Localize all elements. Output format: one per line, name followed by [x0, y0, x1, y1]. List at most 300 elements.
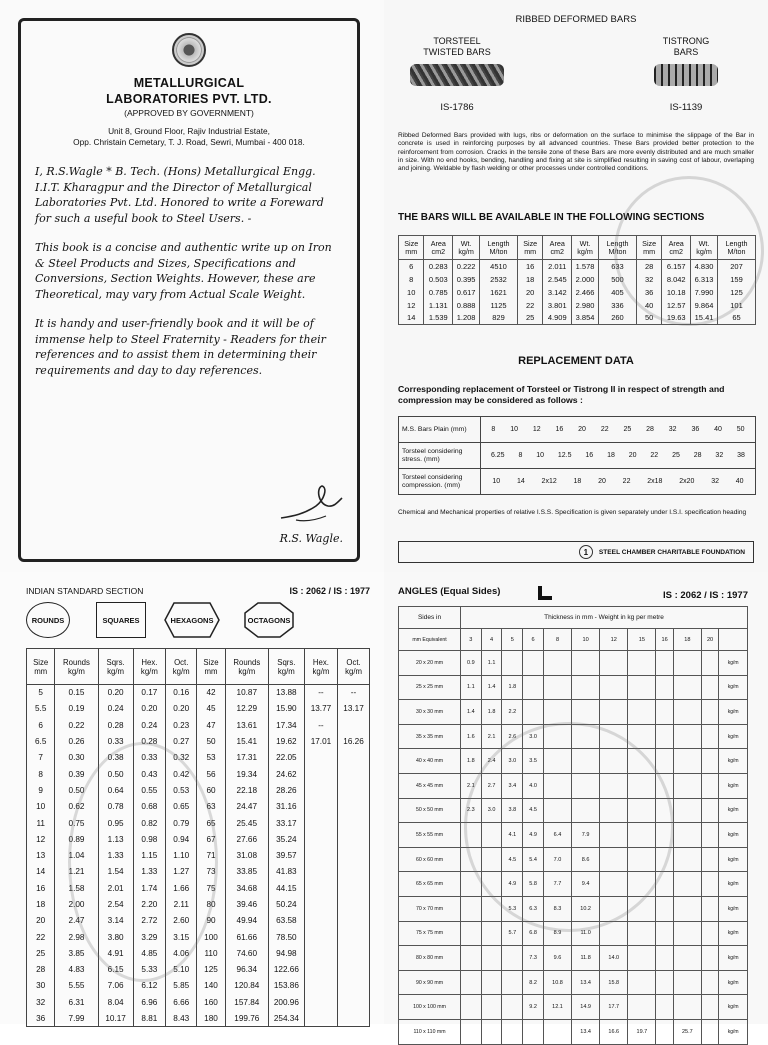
- hexagon-shape-icon: [164, 602, 220, 638]
- replacement-values-list: [484, 452, 752, 459]
- angle-size-cell: 110 x 110 mm: [399, 1019, 461, 1044]
- sections-header-cell: Size mm: [636, 236, 661, 260]
- thickness-header-cell: 15: [628, 629, 656, 651]
- standard-cell: 0.64: [98, 782, 133, 798]
- table-row: [27, 717, 370, 733]
- replacement-values-list: [484, 426, 752, 433]
- angle-weight-cell: 12.1: [543, 995, 571, 1020]
- standard-cell: 18: [27, 896, 55, 912]
- standard-cell: [304, 831, 337, 847]
- standard-cell: 160: [197, 994, 225, 1010]
- standard-cell: 0.15: [55, 685, 98, 701]
- angle-weight-cell: [543, 675, 571, 700]
- angle-unit-cell: kg/m: [719, 872, 748, 897]
- angle-weight-cell: [656, 970, 673, 995]
- torsteel-label2: TWISTED BARS: [423, 47, 491, 57]
- standard-cell: 10: [27, 799, 55, 815]
- standard-cell: 1.15: [133, 847, 166, 863]
- standard-cell: 0.19: [55, 701, 98, 717]
- angle-weight-cell: 2.3: [461, 798, 482, 823]
- angle-weight-cell: [656, 896, 673, 921]
- angle-weight-cell: [461, 970, 482, 995]
- replacement-value: 25: [623, 426, 632, 433]
- table-row: [399, 417, 756, 443]
- standard-cell: 1.04: [55, 847, 98, 863]
- thickness-label: Thickness in mm - Weight in kg per metre: [461, 607, 748, 629]
- standard-cell: [304, 994, 337, 1010]
- standard-cell: 13.61: [225, 717, 268, 733]
- sections-cell: 12: [399, 299, 424, 312]
- hexagons-label: HEXAGONS: [170, 615, 214, 625]
- standard-cell: 122.66: [268, 962, 304, 978]
- unit-header-cell: [719, 629, 748, 651]
- standard-cell: 140: [197, 978, 225, 994]
- standard-cell: 4.85: [133, 945, 166, 961]
- angle-weight-cell: [481, 995, 502, 1020]
- thickness-header-cell: 4: [481, 629, 502, 651]
- sections-cell: 4510: [480, 260, 518, 273]
- standard-cell: 8.81: [133, 1010, 166, 1026]
- sections-cell: 633: [599, 260, 637, 273]
- standard-cell: 7: [27, 750, 55, 766]
- standard-cell: 1.66: [166, 880, 197, 896]
- sections-header-cell: Length M/ton: [480, 236, 518, 260]
- standard-cell: 2.54: [98, 896, 133, 912]
- standard-cell: 0.20: [98, 685, 133, 701]
- angle-size-cell: 60 x 60 mm: [399, 847, 461, 872]
- address-line2: Opp. Christain Cemetary, T. J. Road, Sewri, Mumbai - 400 018.: [73, 137, 305, 147]
- replacement-table: [398, 416, 756, 495]
- standard-cell: 20: [27, 913, 55, 929]
- table-row: [27, 733, 370, 749]
- angle-size-cell: 80 x 80 mm: [399, 946, 461, 971]
- standard-cell: 75: [197, 880, 225, 896]
- standard-cell: 63: [197, 799, 225, 815]
- replacement-value: 14: [516, 478, 525, 485]
- angle-weight-cell: [628, 651, 656, 676]
- table-row: [399, 1019, 748, 1044]
- standard-cell: 4.91: [98, 945, 133, 961]
- sections-cell: 28: [636, 260, 661, 273]
- thickness-header-cell: 3: [461, 629, 482, 651]
- sections-cell: 65: [718, 312, 756, 325]
- standard-cell: 61.66: [225, 929, 268, 945]
- standard-cell: 2.98: [55, 929, 98, 945]
- standard-cell: 0.95: [98, 815, 133, 831]
- standard-cell: 96.34: [225, 962, 268, 978]
- standard-cell: 1.21: [55, 864, 98, 880]
- replacement-value: 20: [598, 478, 606, 485]
- angle-weight-cell: [523, 700, 544, 725]
- thickness-header-cell: 16: [656, 629, 673, 651]
- standard-cell: 33.17: [268, 815, 304, 831]
- sections-cell: 8: [399, 273, 424, 286]
- indian-standard-title: INDIAN STANDARD SECTION: [26, 586, 144, 596]
- standard-cell: 3.85: [55, 945, 98, 961]
- angle-weight-cell: 7.7: [543, 872, 571, 897]
- table-row: [399, 700, 748, 725]
- standard-cell: 94.98: [268, 945, 304, 961]
- table-row: [399, 946, 748, 971]
- angle-weight-cell: 17.7: [600, 995, 628, 1020]
- angle-weight-cell: 6.3: [523, 896, 544, 921]
- standard-cell: 1.10: [166, 847, 197, 863]
- standard-cell: 0.27: [166, 733, 197, 749]
- standard-cell: 50: [197, 733, 225, 749]
- standard-cell: 2.11: [166, 896, 197, 912]
- standard-cell: [304, 929, 337, 945]
- standard-cell: 9: [27, 782, 55, 798]
- angle-weight-cell: 8.9: [543, 921, 571, 946]
- standard-cell: 0.23: [166, 717, 197, 733]
- standard-cell: 24.62: [268, 766, 304, 782]
- replacement-values: [481, 443, 756, 469]
- angle-weight-cell: [656, 749, 673, 774]
- replacement-value: 22: [622, 478, 631, 485]
- angle-weight-cell: [673, 921, 701, 946]
- standard-cell: 153.86: [268, 978, 304, 994]
- standard-cell: 6.5: [27, 733, 55, 749]
- replacement-footnote: Chemical and Mechanical properties of relative I.S.S. Specification is given separately under I.S.I. specification heading: [398, 509, 747, 516]
- sections-cell: 1621: [480, 286, 518, 299]
- standard-cell: 0.62: [55, 799, 98, 815]
- table-row: [27, 978, 370, 994]
- thickness-header-cell: 5: [502, 629, 523, 651]
- sections-cell: 6.313: [691, 273, 718, 286]
- standard-cell: 1.54: [98, 864, 133, 880]
- replacement-value: 2x20: [679, 478, 695, 485]
- angle-weight-cell: [656, 651, 673, 676]
- standard-cell: 2.60: [166, 913, 197, 929]
- sides-label: Sides in: [399, 607, 461, 629]
- table-row: [27, 685, 370, 701]
- standard-header-cell: Sqrs. kg/m: [98, 649, 133, 685]
- angle-unit-cell: kg/m: [719, 675, 748, 700]
- angle-unit-cell: kg/m: [719, 700, 748, 725]
- standard-header-cell: Size mm: [27, 649, 55, 685]
- standard-cell: 0.75: [55, 815, 98, 831]
- foreword-frame: [18, 18, 360, 562]
- sections-cell: 36: [636, 286, 661, 299]
- foreword-paragraph-3: It is handy and user-friendly book and it will be of immense help to Steel Fraternity - Readers for their references and to assist them in determining their requirements and day to day references.: [35, 317, 326, 377]
- table-row: [399, 675, 748, 700]
- angle-unit-cell: kg/m: [719, 749, 748, 774]
- standard-cell: --: [304, 685, 337, 701]
- foreword-page: [0, 0, 384, 572]
- standard-cell: 1.58: [55, 880, 98, 896]
- standard-cell: 6.66: [166, 994, 197, 1010]
- standard-cell: 110: [197, 945, 225, 961]
- angle-weight-cell: 3.0: [502, 749, 523, 774]
- table-row: [399, 443, 756, 469]
- standard-cell: 42: [197, 685, 225, 701]
- standard-cell: 19.62: [268, 733, 304, 749]
- standard-cell: [304, 847, 337, 863]
- sections-cell: 2.980: [572, 299, 599, 312]
- standard-cell: 14: [27, 864, 55, 880]
- standard-cell: 3.29: [133, 929, 166, 945]
- replacement-value: 28: [693, 452, 702, 459]
- table-row: [399, 970, 748, 995]
- angle-weight-cell: 7.3: [523, 946, 544, 971]
- standard-cell: [304, 799, 337, 815]
- angle-weight-cell: 5.8: [523, 872, 544, 897]
- replacement-value: 40: [735, 478, 744, 485]
- angle-weight-cell: [656, 995, 673, 1020]
- sections-cell: 2.466: [572, 286, 599, 299]
- standard-cell: 16: [27, 880, 55, 896]
- angle-weight-cell: [656, 946, 673, 971]
- standard-cell: 19.34: [225, 766, 268, 782]
- thickness-header-cell: 8: [543, 629, 571, 651]
- angle-weight-cell: [673, 896, 701, 921]
- standard-cell: 7.06: [98, 978, 133, 994]
- standard-cell: 0.82: [133, 815, 166, 831]
- standard-cell: 34.68: [225, 880, 268, 896]
- angle-weight-cell: [701, 651, 718, 676]
- angles-header: [398, 586, 748, 601]
- standard-cell: 17.01: [304, 733, 337, 749]
- standard-header-cell: Hex. kg/m: [304, 649, 337, 685]
- replacement-row-label: Torsteel considering compression. (mm): [399, 469, 481, 495]
- standard-cell: 6.15: [98, 962, 133, 978]
- rounds-shape-icon: ROUNDS: [26, 602, 70, 638]
- standard-cell: 0.94: [166, 831, 197, 847]
- standard-cell: 6.96: [133, 994, 166, 1010]
- angle-weight-cell: 4.1: [502, 823, 523, 848]
- angle-weight-cell: [656, 921, 673, 946]
- ribbed-bar-icon: [654, 64, 718, 86]
- replacement-value: 28: [646, 426, 654, 433]
- angle-weight-cell: 7.0: [543, 847, 571, 872]
- standard-cell: 47: [197, 717, 225, 733]
- ribbed-description: Ribbed Deformed Bars provided with lugs, ribs or deformation on the surface to minimise the slippage of the Bar in concrete is used in reinforcing purposes by all advanced countries. These Bars provided better protection to the reinforcement from corrosion. Cracks in the tensile zone of these Bars are more evenly distributed and are much smaller in size. With no end hooks, bending, handling and fixing at site is simplified resulting in saving cost of labour, overlaping and joining. Weldable by flash welding or other processes under controlled conditions.: [398, 132, 754, 173]
- standard-cell: 5.10: [166, 962, 197, 978]
- angle-weight-cell: 13.4: [572, 970, 600, 995]
- standard-cell: 39.46: [225, 896, 268, 912]
- sections-cell: 7.990: [691, 286, 718, 299]
- standard-cell: [304, 962, 337, 978]
- angle-weight-cell: 14.9: [572, 995, 600, 1020]
- standard-cell: 25: [27, 945, 55, 961]
- angle-weight-cell: [628, 995, 656, 1020]
- replacement-value: 16: [555, 426, 564, 433]
- angle-weight-cell: 8.2: [523, 970, 544, 995]
- angle-unit-cell: kg/m: [719, 1019, 748, 1044]
- standard-cell: [304, 815, 337, 831]
- replacement-value: 2x12: [541, 478, 557, 485]
- angle-weight-cell: [461, 1019, 482, 1044]
- standard-cell: 44.15: [268, 880, 304, 896]
- thickness-header-cell: 10: [572, 629, 600, 651]
- standard-cell: [338, 978, 370, 994]
- sections-cell: 159: [718, 273, 756, 286]
- angle-size-cell: 45 x 45 mm: [399, 773, 461, 798]
- standard-cell: 120.84: [225, 978, 268, 994]
- angle-weight-cell: [673, 675, 701, 700]
- thickness-header-cell: 6: [523, 629, 544, 651]
- standard-cell: 22: [27, 929, 55, 945]
- standard-cell: 180: [197, 1010, 225, 1026]
- thickness-header-cell: 18: [673, 629, 701, 651]
- standard-cell: 80: [197, 896, 225, 912]
- watermark-stamp-icon: [614, 176, 764, 326]
- standard-cell: 10.17: [98, 1010, 133, 1026]
- standard-cell: 31.16: [268, 799, 304, 815]
- angle-unit-cell: kg/m: [719, 823, 748, 848]
- angle-weight-cell: [673, 823, 701, 848]
- standard-cell: 0.38: [98, 750, 133, 766]
- standard-cell: 6.12: [133, 978, 166, 994]
- standard-cell: 0.22: [55, 717, 98, 733]
- standard-cell: 1.33: [133, 864, 166, 880]
- sections-cell: 12.57: [662, 299, 691, 312]
- angle-weight-cell: [673, 651, 701, 676]
- angle-weight-cell: [701, 970, 718, 995]
- angle-weight-cell: [523, 1019, 544, 1044]
- angle-l-icon: [538, 586, 552, 600]
- standard-cell: 0.53: [166, 782, 197, 798]
- angle-weight-cell: 9.4: [572, 872, 600, 897]
- sections-cell: 207: [718, 260, 756, 273]
- standard-cell: [338, 994, 370, 1010]
- angle-weight-cell: [461, 921, 482, 946]
- angle-unit-cell: kg/m: [719, 995, 748, 1020]
- angle-weight-cell: [502, 651, 523, 676]
- standard-cell: 0.20: [166, 701, 197, 717]
- standard-cell: 5.55: [55, 978, 98, 994]
- standard-cell: 0.68: [133, 799, 166, 815]
- angle-weight-cell: [572, 700, 600, 725]
- standard-cell: 12: [27, 831, 55, 847]
- standard-cell: [338, 799, 370, 815]
- replacement-value: 22: [600, 426, 609, 433]
- standard-cell: [338, 847, 370, 863]
- angle-weight-cell: 25.7: [673, 1019, 701, 1044]
- sections-cell: 22: [517, 299, 542, 312]
- thickness-header-cell: 20: [701, 629, 718, 651]
- sections-cell: 6.157: [662, 260, 691, 273]
- standard-header-cell: Rounds kg/m: [55, 649, 98, 685]
- standard-cell: 0.33: [98, 733, 133, 749]
- ribbed-bars-page: [384, 0, 768, 572]
- standard-cell: 35.24: [268, 831, 304, 847]
- standard-cell: 0.28: [133, 733, 166, 749]
- sections-cell: 4.830: [691, 260, 718, 273]
- sections-cell: 260: [599, 312, 637, 325]
- angle-weight-cell: 8.3: [543, 896, 571, 921]
- standard-cell: 8.04: [98, 994, 133, 1010]
- standard-cell: 0.55: [133, 782, 166, 798]
- standard-cell: [304, 978, 337, 994]
- standard-cell: --: [304, 717, 337, 733]
- standard-cell: 6: [27, 717, 55, 733]
- replacement-value: 6.25: [490, 452, 505, 459]
- standard-cell: 200.96: [268, 994, 304, 1010]
- angle-weight-cell: [481, 921, 502, 946]
- standard-cell: 1.27: [166, 864, 197, 880]
- angle-weight-cell: [701, 675, 718, 700]
- standard-cell: [304, 782, 337, 798]
- sections-cell: 405: [599, 286, 637, 299]
- angles-page: [384, 572, 768, 1035]
- standard-cell: 56: [197, 766, 225, 782]
- table-row: [27, 750, 370, 766]
- standard-cell: [338, 929, 370, 945]
- standard-cell: [338, 896, 370, 912]
- foundation-name: STEEL CHAMBER CHARITABLE FOUNDATION: [598, 548, 745, 556]
- angle-weight-cell: 1.8: [461, 749, 482, 774]
- angle-weight-cell: 14.0: [600, 946, 628, 971]
- tistrong-standard: IS-1139: [669, 102, 703, 113]
- standard-cell: 63.58: [268, 913, 304, 929]
- angle-weight-cell: [502, 946, 523, 971]
- sections-header-cell: Wt. kg/m: [572, 236, 599, 260]
- standard-cell: [304, 750, 337, 766]
- standard-cell: 17.31: [225, 750, 268, 766]
- angle-weight-cell: [543, 651, 571, 676]
- standard-cell: [304, 766, 337, 782]
- sections-cell: 125: [718, 286, 756, 299]
- indian-standard-header: [26, 586, 370, 596]
- sections-cell: 500: [599, 273, 637, 286]
- sections-cell: 101: [718, 299, 756, 312]
- angle-weight-cell: [523, 651, 544, 676]
- angle-weight-cell: 16.6: [600, 1019, 628, 1044]
- sections-cell: 25: [517, 312, 542, 325]
- replacement-value: 10: [492, 478, 501, 485]
- watermark-stamp-icon: [464, 722, 674, 932]
- sections-cell: 4.909: [543, 312, 572, 325]
- standard-cell: 0.65: [166, 799, 197, 815]
- angle-unit-cell: kg/m: [719, 946, 748, 971]
- angle-weight-cell: 1.1: [461, 675, 482, 700]
- standard-cell: [338, 945, 370, 961]
- angle-weight-cell: 6.8: [523, 921, 544, 946]
- angle-weight-cell: [673, 995, 701, 1020]
- angle-weight-cell: [523, 675, 544, 700]
- sections-cell: 18: [517, 273, 542, 286]
- sections-cell: 336: [599, 299, 637, 312]
- standard-cell: [304, 864, 337, 880]
- ribbed-title: RIBBED DEFORMED BARS: [515, 14, 637, 25]
- angle-unit-cell: kg/m: [719, 798, 748, 823]
- replacement-value: 20: [578, 426, 586, 433]
- standard-cell: 254.34: [268, 1010, 304, 1026]
- standard-cell: 12.29: [225, 701, 268, 717]
- indian-standard-code: IS : 2062 / IS : 1977: [289, 586, 370, 596]
- angle-weight-cell: 6.4: [543, 823, 571, 848]
- standard-cell: 0.33: [133, 750, 166, 766]
- angle-weight-cell: [628, 700, 656, 725]
- standard-cell: 41.83: [268, 864, 304, 880]
- standard-cell: 30: [27, 978, 55, 994]
- standard-cell: [304, 880, 337, 896]
- replacement-value: 8: [491, 426, 496, 433]
- replacement-value: 50: [736, 426, 745, 433]
- angle-weight-cell: 2.7: [481, 773, 502, 798]
- standard-cell: 22.05: [268, 750, 304, 766]
- replacement-value: 20: [628, 452, 637, 459]
- replacement-value: 12: [532, 426, 541, 433]
- angle-weight-cell: 4.9: [502, 872, 523, 897]
- replacement-row-label: Torsteel considering stress. (mm): [399, 443, 481, 469]
- sections-cell: 1.208: [453, 312, 480, 325]
- angle-weight-cell: 3.0: [481, 798, 502, 823]
- standard-cell: [338, 962, 370, 978]
- angle-weight-cell: 4.5: [502, 847, 523, 872]
- angle-weight-cell: [461, 946, 482, 971]
